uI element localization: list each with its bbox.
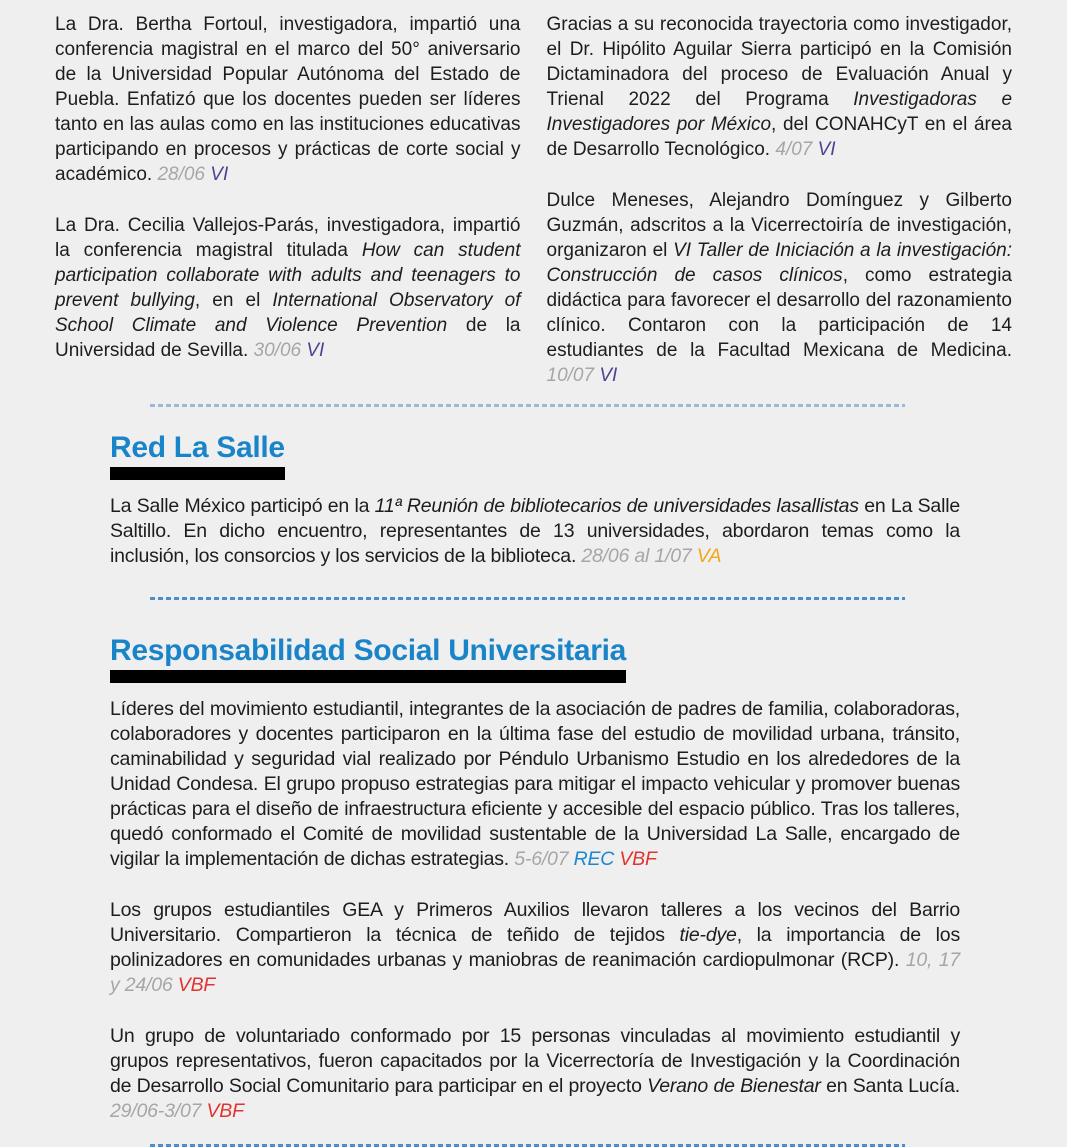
section-red-la-salle <box>0 431 1067 569</box>
source-tag: VI <box>817 139 836 160</box>
text-run: How can student participation collaborate with adults and teenagers to prevent bullying <box>55 240 521 311</box>
text-run: de la Universidad de Sevilla. <box>55 315 521 361</box>
date-label: 28/06 al 1/07 <box>581 545 697 567</box>
text-run: tie-dye <box>679 924 737 946</box>
date-label: 28/06 <box>157 164 211 185</box>
news-item <box>110 494 960 569</box>
text-run: Un grupo de voluntariado conformado por 15 personas vinculadas al movimiento estudiantil y grupos representativos, fueron capacitados por la Vicerrectoría de Investigación y la Coordinación de Desarrollo Social Comunitario para participar en el proyecto <box>110 1025 960 1097</box>
section-title: Red La Salle <box>110 431 285 464</box>
section-divider <box>150 404 905 407</box>
news-column-left <box>55 12 521 388</box>
two-column-news-block <box>0 0 1067 388</box>
news-item <box>110 898 960 998</box>
title-underline-bar <box>110 670 626 683</box>
text-run: Verano de Bienestar <box>647 1075 821 1097</box>
section-title: Responsabilidad Social Universitaria <box>110 634 627 667</box>
text-run: Gracias a su reconocida trayectoria como investigador, el Dr. Hipólito Aguilar Sierra participó en la Comisión Dictaminadora del proceso de Evaluación Anual y Trienal 2022 del Programa <box>546 14 1012 110</box>
news-item <box>110 697 960 872</box>
date-label: 30/06 <box>253 340 307 361</box>
text-run: Investigadoras e Investigadores por México <box>546 89 1013 135</box>
text-run: La Dra. Cecilia Vallejos-Parás, investigadora, impartió la conferencia magistral titulada <box>55 215 521 261</box>
source-tag: VA <box>696 545 722 567</box>
date-label: 29/06-3/07 <box>110 1100 207 1122</box>
source-tag: VBF <box>206 1100 244 1122</box>
section-divider <box>150 597 905 600</box>
date-label: 10/07 <box>546 365 600 386</box>
news-item <box>547 12 1013 162</box>
text-run: Líderes del movimiento estudiantil, integrantes de la asociación de padres de familia, colaboradoras, colaboradores y docentes participaron en la última fase del estudio de movilidad urbana, tránsito, caminabilidad y seguridad vial realizado por Péndulo Urbanismo Estudio en los alrededores de la Unidad Condesa. El grupo propuso estrategias para mitigar el impacto vehicular y promover buenas prácticas para el diseño de infraestructura eficiente y accesible del espacio público. Tras los talleres, quedó conformado el Comité de movilidad sustentable de la Universidad La Salle, encargado de vigilar la implementación de dichas estrategias. <box>110 698 960 870</box>
text-run: , la importancia de los polinizadores en comunidades urbanas y maniobras de reanimación cardiopulmonar (RCP). <box>110 924 960 971</box>
title-underline-bar <box>110 467 285 480</box>
text-run: VI Taller de Iniciación a la investigación: Construcción de casos clínicos <box>546 240 1012 286</box>
text-run: en La Salle Saltillo. En dicho encuentro, representantes de 13 universidades, abordaron temas como la inclusión, los consorcios y los servicios de la biblioteca. <box>110 495 960 567</box>
news-item <box>55 213 521 363</box>
text-run: , como estrategia didáctica para favorecer el desarrollo del razonamiento clínico. Contaron con la participación de 14 estudiantes de la Facultad Mexicana de Medicina. <box>546 265 1012 361</box>
section-responsabilidad-social-universitaria <box>0 634 1067 1124</box>
source-tag: VI <box>306 340 325 361</box>
source-tag: VBF <box>177 974 216 996</box>
section-header <box>110 431 285 480</box>
text-run: , del CONAHCyT en el área de Desarrollo Tecnológico. <box>546 114 1012 160</box>
date-label: 5-6/07 <box>514 848 574 870</box>
section-header <box>110 634 626 683</box>
date-label: 4/07 <box>775 139 818 160</box>
text-run: Dulce Meneses, Alejandro Domínguez y Gilberto Guzmán, adscritos a la Vicerrectoiría de investigación, organizaron el <box>546 190 1012 261</box>
source-tag: VI <box>210 164 229 185</box>
text-run: Los grupos estudiantiles GEA y Primeros Auxilios llevaron talleres a los vecinos del Barrio Universitario. Compartieron la técnica de teñido de tejidos <box>110 899 960 946</box>
source-tag: VI <box>599 365 618 386</box>
text-run: 11ª Reunión de bibliotecarios de universidades lasallistas <box>374 495 859 517</box>
news-item <box>55 12 521 187</box>
news-column-right <box>547 12 1013 388</box>
text-run: La Salle México participó en la <box>110 495 375 517</box>
source-tag: VBF <box>619 848 657 870</box>
text-run: International Observatory of School Climate and Violence Prevention <box>55 290 521 336</box>
source-tag: REC <box>573 848 620 870</box>
text-run: La Dra. Bertha Fortoul, investigadora, impartió una conferencia magistral en el marco del 50° aniversario de la Universidad Popular Autónoma del Estado de Puebla. Enfatizó que los docentes pueden ser líderes tanto en las aulas como en las instituciones educativas participando en procesos y prácticas de corte social y académico. <box>55 14 521 185</box>
text-run: en Santa Lucía. <box>820 1075 961 1097</box>
news-item <box>110 1024 960 1124</box>
date-label: 10, 17 y 24/06 <box>110 949 960 996</box>
text-run: , en el <box>194 290 273 311</box>
news-item <box>547 188 1013 388</box>
